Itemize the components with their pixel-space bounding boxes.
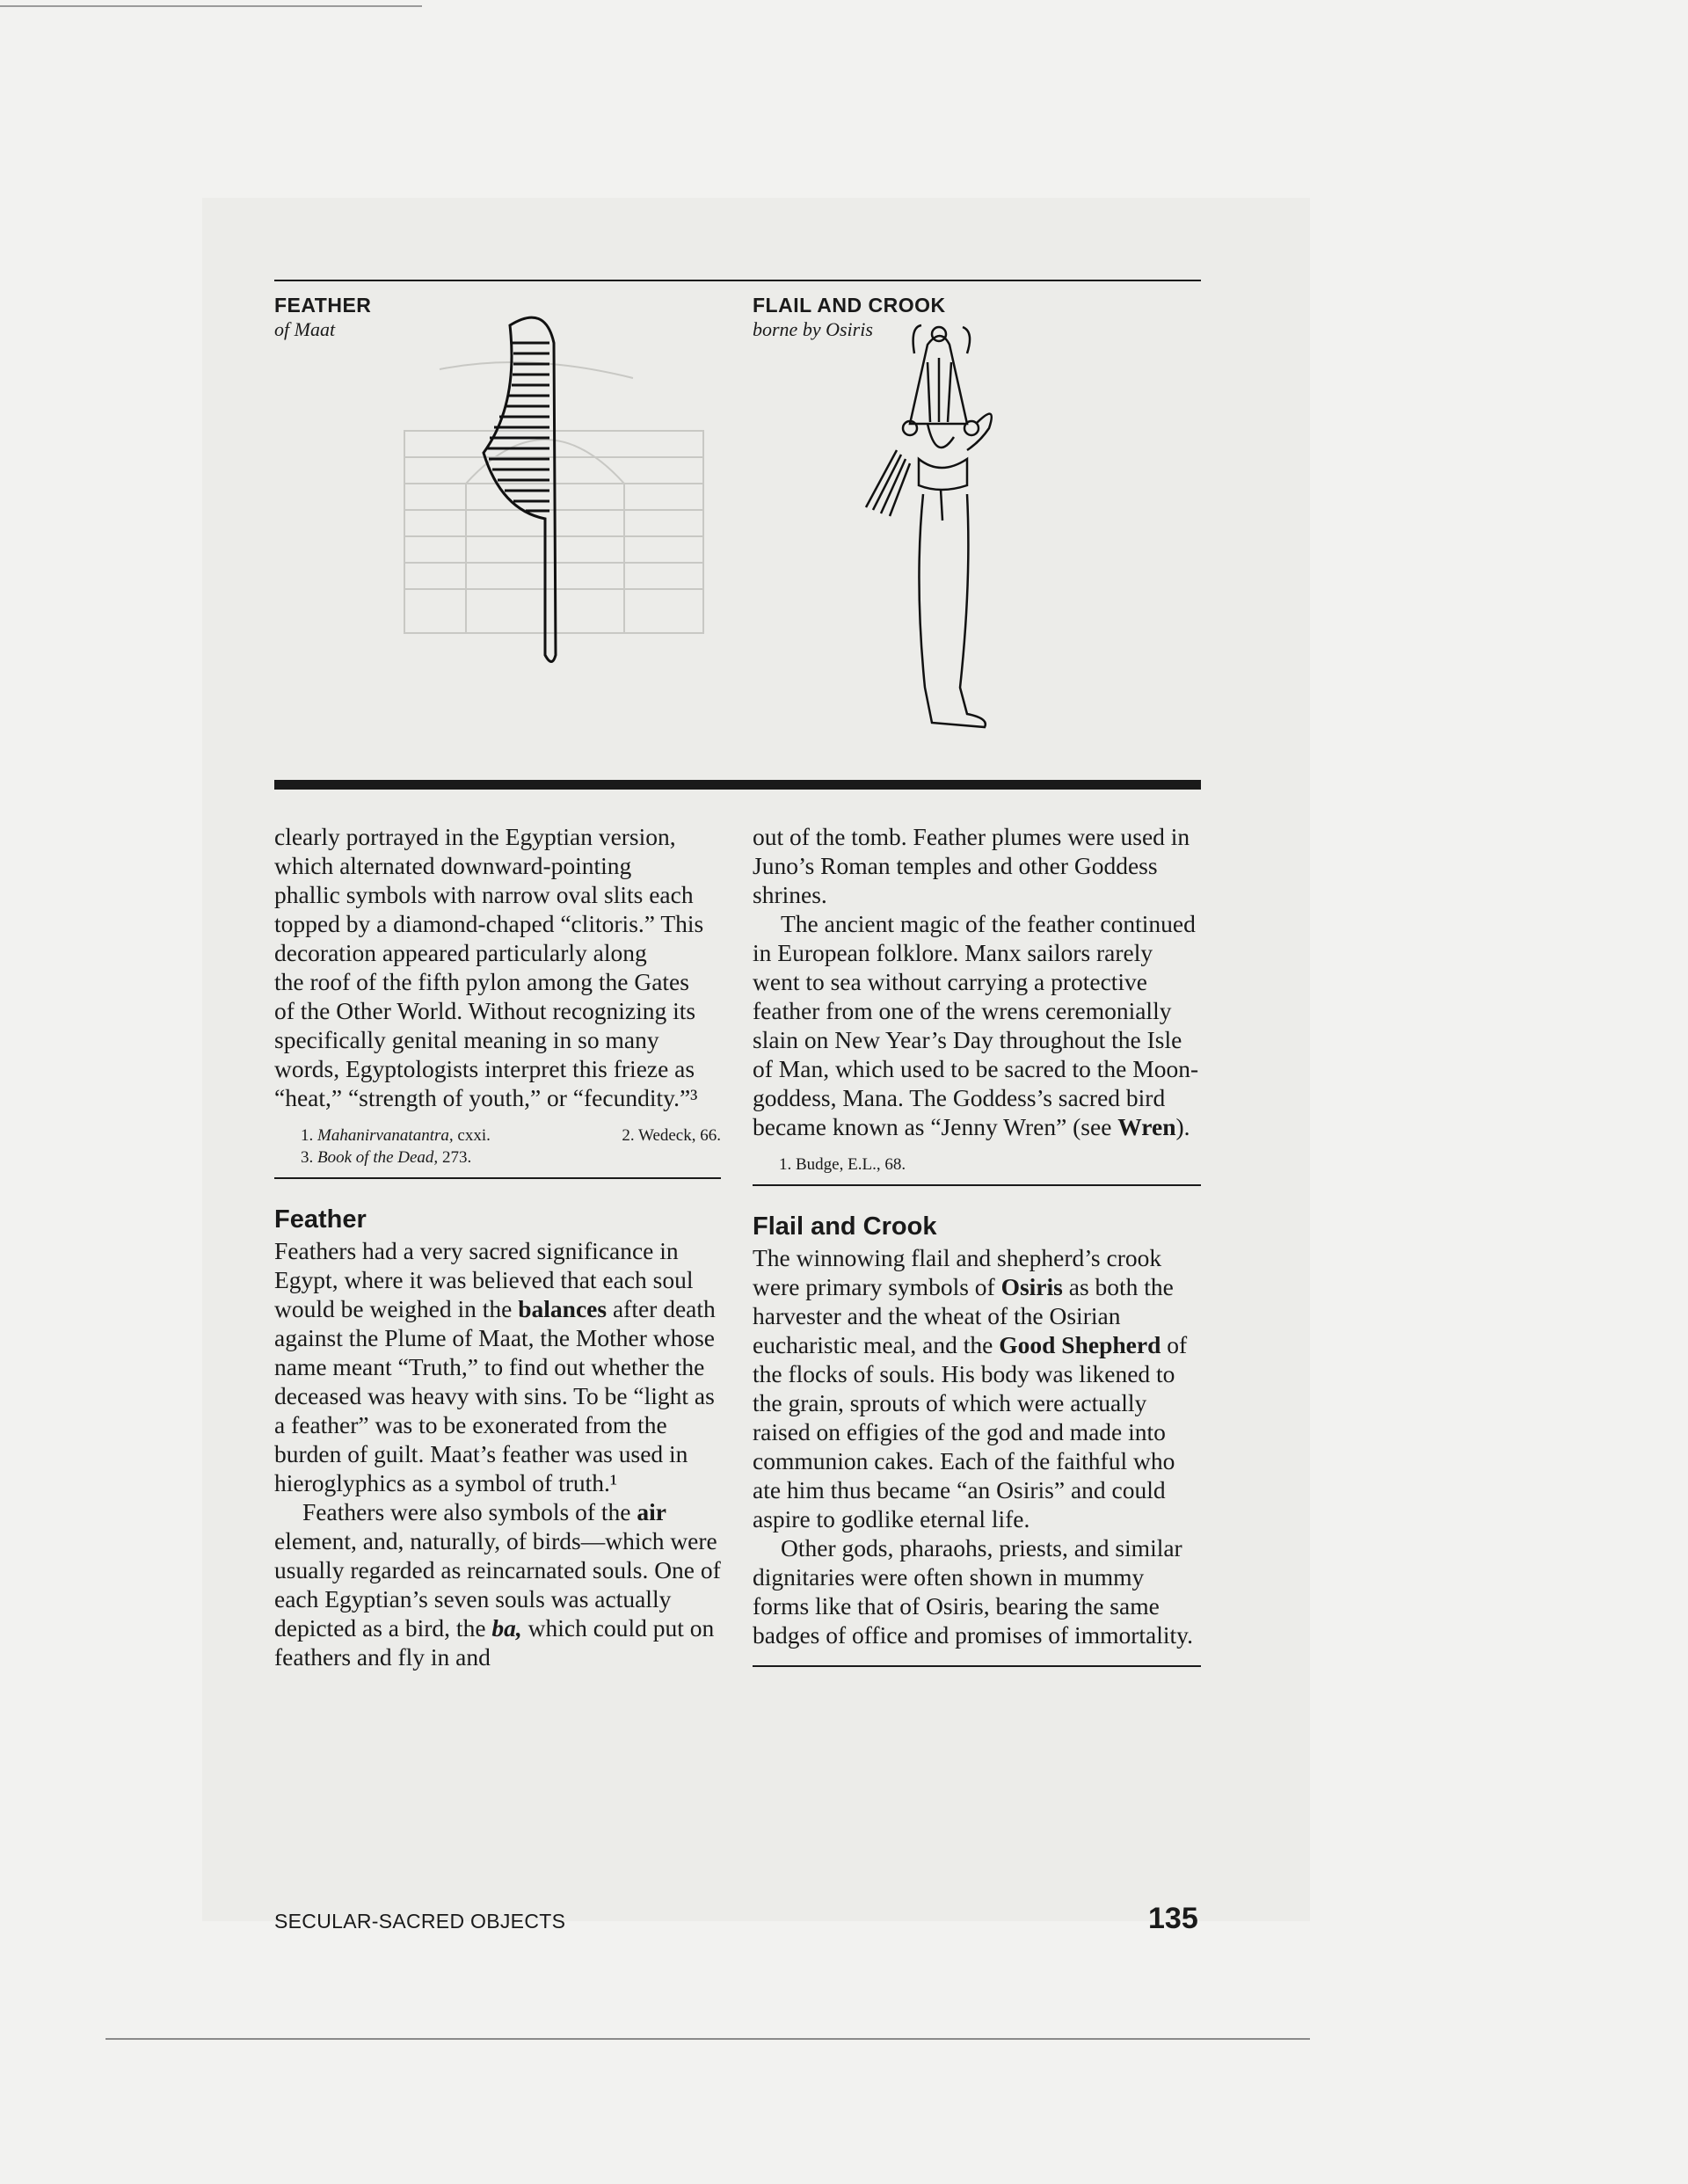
top-rule — [274, 280, 1201, 281]
section-rule — [274, 1177, 721, 1179]
intro-line: clearly portrayed in the Egyptian version, — [274, 823, 676, 850]
feather-heading: Feather — [274, 1205, 367, 1234]
flail-paragraph-2: Other gods, pharaohs, priests, and similar dignitaries were often shown in mummy forms like that of Osiris, bearing the same badges of office and promises of immortality. — [753, 1534, 1193, 1649]
osiris-flail-crook-icon — [844, 318, 1073, 740]
caption-flail-heading: FLAIL AND CROOK — [753, 294, 946, 317]
intro-line: “heat,” “strength of youth,” or “fecundity.”³ — [274, 1084, 698, 1111]
footnote-right: 1. Budge, E.L., 68. — [779, 1155, 906, 1174]
intro-paragraph — [274, 822, 721, 1112]
section-rule — [753, 1665, 1201, 1667]
footnote-3: 3. Book of the Dead, 273. — [301, 1148, 472, 1167]
scan-edge-top — [0, 5, 422, 7]
page-number: 135 — [1148, 1902, 1198, 1935]
footnote-2: 2. Wedeck, 66. — [622, 1126, 721, 1145]
running-head: SECULAR-SACRED OBJECTS — [274, 1910, 566, 1933]
intro-line: decoration appeared particularly along — [274, 939, 647, 966]
illustration-rule — [274, 780, 1201, 790]
feather-of-maat-icon — [457, 308, 633, 677]
feather-continued-paragraph: out of the tomb. Feather plumes were used in Juno’s Roman temples and other Goddess shrines. — [753, 823, 1190, 908]
footnotes-left — [274, 1125, 721, 1168]
footnote-1: 1. Mahanirvanatantra, cxxi. — [301, 1126, 491, 1145]
intro-line: of the Other World. Without recognizing its — [274, 997, 696, 1024]
caption-feather-sub: of Maat — [274, 318, 336, 340]
left-column — [274, 822, 721, 1671]
intro-line: phallic symbols with narrow oval slits each — [274, 881, 694, 908]
flail-paragraph-1: The winnowing flail and shepherd’s crook were primary symbols of Osiris as both the harvester and the wheat of the Osirian eucharistic meal, and the Good Shepherd of the flocks of souls. His body was likened to the grain, sprouts of which were actually raised on effigies of the god and made into communion cakes. Each of the faithful who ate him thus became “an Osiris” and could aspire to godlike eternal life. — [753, 1244, 1188, 1532]
intro-line: which alternated downward-pointing — [274, 852, 632, 879]
feather-paragraph-2: Feathers were also symbols of the air element, and, naturally, of birds—which were usually regarded as reincarnated souls. One of each Egyptian’s seven souls was actually depicted as a bird, the ba, which could put on feathers and fly in and — [274, 1498, 721, 1671]
caption-flail-sub: borne by Osiris — [753, 318, 873, 340]
intro-line: words, Egyptologists interpret this frieze as — [274, 1055, 695, 1082]
intro-line: specifically genital meaning in so many — [274, 1026, 659, 1053]
section-rule — [753, 1184, 1201, 1186]
flail-crook-heading: Flail and Crook — [753, 1212, 937, 1241]
caption-feather-heading: FEATHER — [274, 294, 372, 317]
intro-line: topped by a diamond-chaped “clitoris.” This — [274, 910, 704, 937]
scan-edge-bottom — [106, 2038, 1310, 2040]
feather-paragraph-1: Feathers had a very sacred significance in Egypt, where it was believed that each soul would be weighed in the balances after death against the Plume of Maat, the Mother whose name meant “Truth,” to find out whether the deceased was heavy with sins. To be “light as a feather” was to be exonerated from the burden of guilt. Maat’s feather was used in hieroglyphics as a symbol of truth.¹ — [274, 1237, 716, 1496]
right-column — [753, 822, 1201, 1667]
feather-folklore-paragraph: The ancient magic of the feather continued in European folklore. Manx sailors rarely went to sea without carrying a protective feather from one of the wrens ceremonially slain on New Year’s Day throughout the Isle of Man, which used to be sacred to the Moon-goddess, Mana. The Goddess’s sacred bird became known as “Jenny Wren” (see Wren). — [753, 910, 1199, 1140]
intro-line: the roof of the fifth pylon among the Gates — [274, 968, 689, 995]
